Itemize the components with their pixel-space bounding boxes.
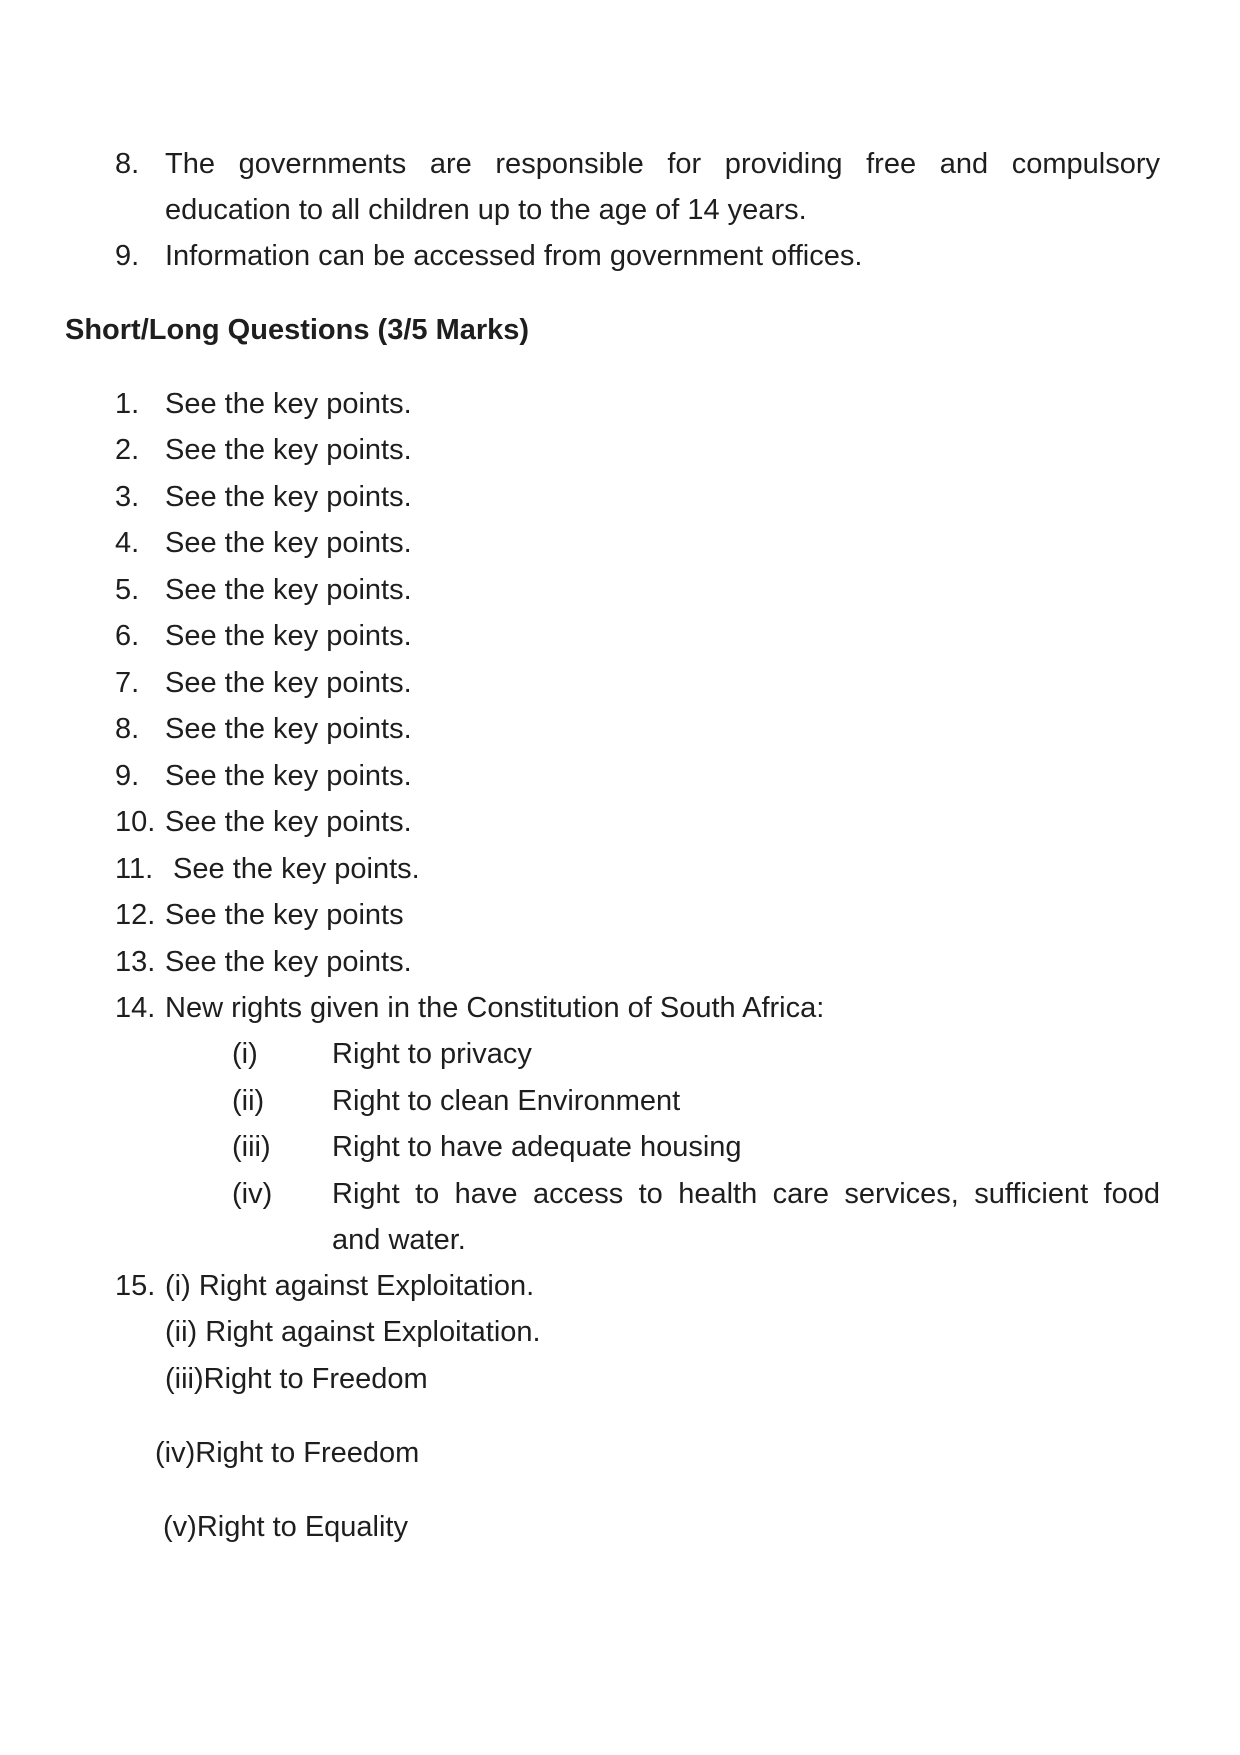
list-item-text: See the key points. [165, 574, 412, 606]
section-heading: Short/Long Questions (3/5 Marks) [65, 314, 530, 346]
list-item-text: See the key points. [165, 760, 412, 792]
list-item-text: See the key points. [165, 713, 412, 745]
list-item-text: Information can be accessed from government offices. [165, 240, 863, 272]
list-number: 6. [115, 620, 140, 652]
list-item-text: See the key points. [165, 527, 412, 559]
list-item-text: See the key points. [165, 806, 412, 838]
list-item-text: See the key points. [165, 434, 412, 466]
roman-numeral: (iii) [232, 1131, 271, 1163]
list-number: 9. [115, 760, 140, 792]
list-item-text: See the key points. [165, 667, 412, 699]
list-item-text: See the key points. [165, 481, 412, 513]
list-number: 9. [115, 240, 140, 272]
list-item-text-line: education to all children up to the age of 14 years. [165, 194, 807, 226]
list-number: 10. [115, 806, 156, 838]
list-number: 3. [115, 481, 140, 513]
list-item-text-line: The governments are responsible for providing free and compulsory [165, 148, 1160, 180]
list-number: 12. [115, 899, 156, 931]
right-item-text: Right to clean Environment [332, 1085, 681, 1117]
list-number: 1. [115, 388, 140, 420]
list-item-text: See the key points. [165, 388, 412, 420]
list-item-text: See the key points. [165, 946, 412, 978]
list-number: 4. [115, 527, 140, 559]
list-number: 2. [115, 434, 140, 466]
roman-numeral: (iv) [232, 1178, 273, 1210]
list-number: 5. [115, 574, 140, 606]
list-number: 11. [115, 853, 154, 885]
list-number: 7. [115, 667, 140, 699]
list-item-text: See the key points. [165, 620, 412, 652]
q15-item: (ii) Right against Exploitation. [165, 1316, 541, 1348]
roman-numeral: (ii) [232, 1085, 265, 1117]
list-item-text: See the key points. [165, 853, 420, 885]
list-number: 15. [115, 1270, 156, 1302]
q15-item: (v)Right to Equality [163, 1511, 408, 1543]
list-number: 8. [115, 713, 140, 745]
roman-numeral: (i) [232, 1038, 258, 1070]
list-item-text: New rights given in the Constitution of South Africa: [165, 992, 825, 1024]
list-number: 13. [115, 946, 156, 978]
list-item-text: See the key points [165, 899, 404, 931]
right-item-text: Right to privacy [332, 1038, 532, 1070]
q15-item: (iii)Right to Freedom [165, 1363, 428, 1395]
right-item-text: Right to have adequate housing [332, 1131, 742, 1163]
right-item-text-line: Right to have access to health care services, sufficient food [332, 1178, 1160, 1210]
right-item-text-line: and water. [332, 1224, 466, 1256]
q15-item: (i) Right against Exploitation. [165, 1270, 535, 1302]
list-number: 14. [115, 992, 156, 1024]
list-number: 8. [115, 148, 140, 180]
q15-item: (iv)Right to Freedom [155, 1437, 420, 1469]
